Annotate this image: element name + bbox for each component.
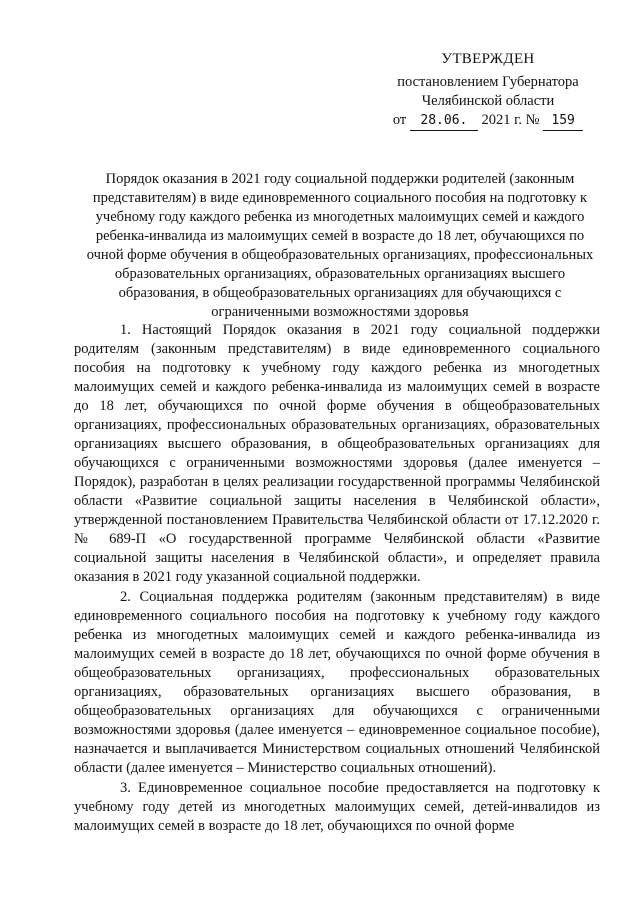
approval-date-line [378, 111, 598, 131]
year-suffix: 2021 г. № [481, 112, 540, 128]
approval-number: 159 [543, 111, 583, 131]
paragraph-2: 2. Социальная поддержка родителям (законным представителям) в виде единовременного социального пособия на подготовку к учебному году каждого ребенка из многодетных малоимущих семей и каждого ребенка-инвалида из малоимущих семей в возрасте до 18 лет, обучающихся по очной форме обучения в общеобразовательных организациях, профессиональных образовательных организациях, образовательных организациях высшего образования, в общеобразовательных организациях для обучающихся с ограниченными возможностями здоровья (далее именуется – единовременное социальное пособие), назначается и выплачивается Министерством социальных отношений Челябинской области (далее именуется – Министерство социальных отношений). [74, 589, 600, 776]
document-title: Порядок оказания в 2021 году социальной поддержки родителей (законным представителям) в виде единовременного социального пособия на подготовку к учебному году каждого ребенка из многодетных малоимущих семей и каждого ребенка-инвалида из малоимущих семей в возрасте до 18 лет, обучающихся по очной форме обучения в общеобразовательных организациях, профессиональных образовательных организациях, образовательных организациях высшего образования, в общеобразовательных организациях для обучающихся с ограниченными возможностями здоровья [86, 171, 594, 320]
approval-line-2: Челябинской области [421, 93, 555, 109]
paragraph-1: 1. Настоящий Порядок оказания в 2021 году социальной поддержки родителям (законным представителям) в виде единовременного социального пособия на подготовку к учебному году каждого ребенка из многодетных малоимущих семей и каждого ребенка-инвалида из малоимущих семей в возрасте до 18 лет, обучающихся по очной форме обучения в общеобразовательных организациях, профессиональных образовательных организациях, образовательных организациях высшего образования, в общеобразовательных организациях для обучающихся с ограниченными возможностями здоровья (далее именуется – Порядок), разработан в целях реализации государственной программы Челябинской области «Развитие социальной защиты населения в Челябинской области», утвержденной постановлением Правительства Челябинской области от 17.12.2020 г. № 689-П «О государственной программе Челябинской области «Развитие социальной защиты населения в Челябинской области», и определяет правила оказания в 2021 году указанной социальной поддержки. [74, 322, 600, 585]
approval-title: УТВЕРЖДЕН [441, 51, 535, 67]
paragraph-3: 3. Единовременное социальное пособие предоставляется на подготовку к учебному году детей из многодетных малоимущих семей, детей-инвалидов из малоимущих семей в возрасте до 18 лет, обучающихся по очной форме [74, 780, 600, 834]
approval-stamp [378, 50, 598, 131]
date-prefix: от [392, 112, 407, 128]
approval-line-1: постановлением Губернатора [397, 74, 579, 90]
document-body [74, 321, 600, 837]
approval-date: 28.06. [410, 111, 478, 131]
